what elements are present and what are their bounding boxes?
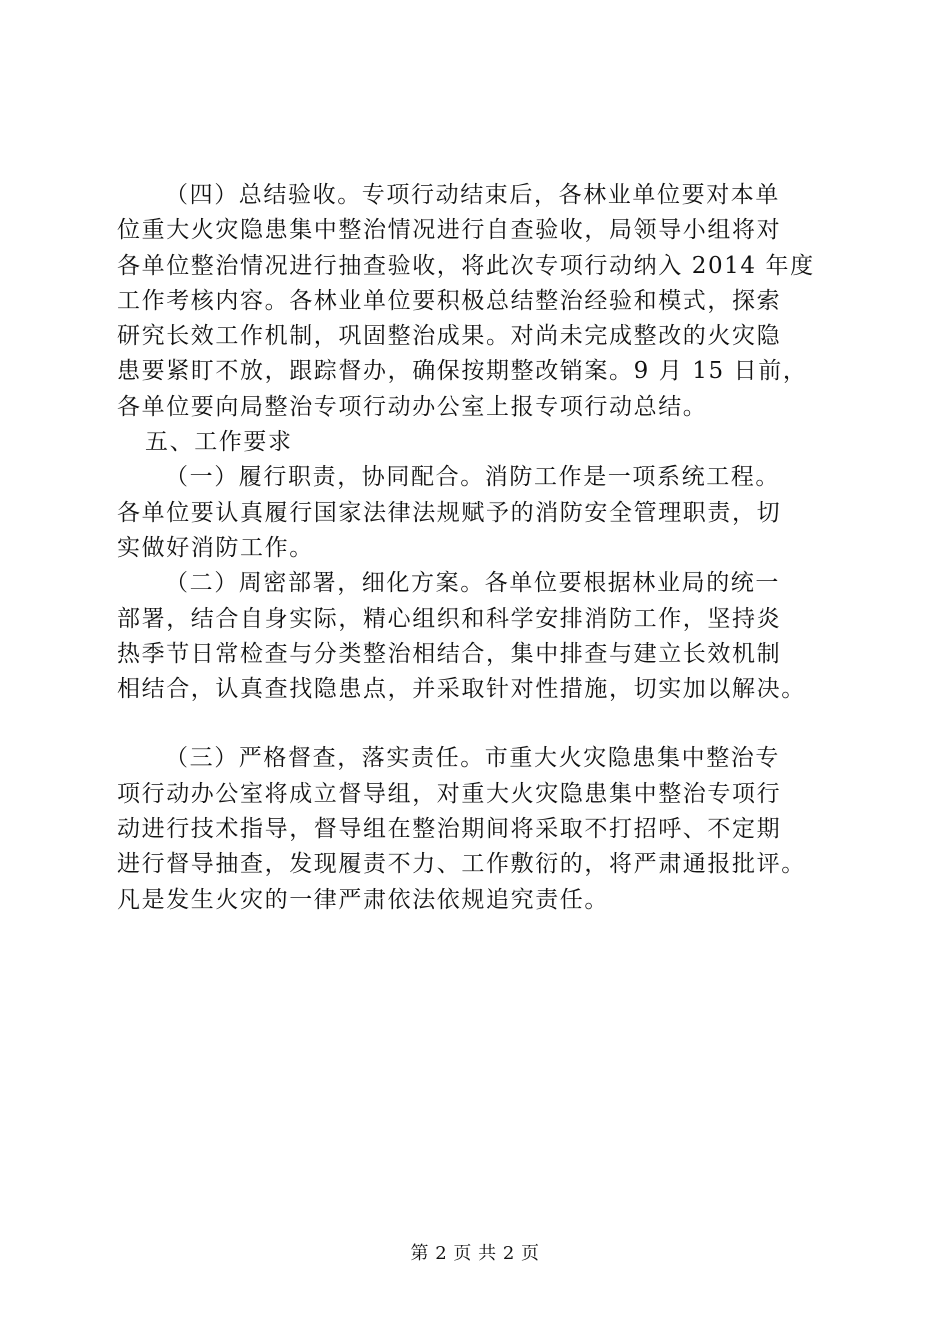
paragraph-line: 研究长效工作机制，巩固整治成果。对尚未完成整改的火灾隐 <box>117 323 782 350</box>
paragraph-line: 各单位要认真履行国家法律法规赋予的消防安全管理职责，切 <box>117 499 782 526</box>
paragraph-line: （二）周密部署，细化方案。各单位要根据林业局的统一 <box>165 570 780 597</box>
document-body <box>117 178 837 918</box>
paragraph-strict-supervision <box>117 741 837 917</box>
paragraph-line: 各单位要向局整治专项行动办公室上报专项行动总结。 <box>117 393 708 420</box>
paragraph-line: 项行动办公室将成立督导组，对重大火灾隐患集中整治专项行 <box>117 780 782 807</box>
paragraph-line: 动进行技术指导，督导组在整治期间将采取不打招呼、不定期 <box>117 816 782 843</box>
paragraph-careful-deployment <box>117 566 837 707</box>
paragraph-line: 实做好消防工作。 <box>117 534 314 561</box>
section-heading-work-requirements <box>117 425 837 460</box>
paragraph-line: 热季节日常检查与分类整治相结合，集中排查与建立长效机制 <box>117 640 782 667</box>
paragraph-line: （一）履行职责，协同配合。消防工作是一项系统工程。 <box>165 464 780 491</box>
paragraph-line: 部署，结合自身实际，精心组织和科学安排消防工作，坚持炎 <box>117 605 782 632</box>
paragraph-line: 相结合，认真查找隐患点，并采取针对性措施，切实加以解决。 <box>117 676 806 703</box>
paragraph-line: （三）严格督查，落实责任。市重大火灾隐患集中整治专 <box>165 745 780 772</box>
paragraph-line: 患要紧盯不放，跟踪督办，确保按期整改销案。9 月 15 日前， <box>117 358 808 385</box>
section-heading: 五、工作要求 <box>145 429 293 456</box>
paragraph-line: 位重大火灾隐患集中整治情况进行自查验收，局领导小组将对 <box>117 217 782 244</box>
page-number-footer: 第 2 页 共 2 页 <box>410 1243 540 1264</box>
paragraph-line: 工作考核内容。各林业单位要积极总结整治经验和模式，探索 <box>117 287 782 314</box>
paragraph-line: （四）总结验收。专项行动结束后，各林业单位要对本单 <box>165 182 780 208</box>
paragraph-line: 各单位整治情况进行抽查验收，将此次专项行动纳入 2014 年度 <box>117 252 815 279</box>
paragraph-line: 凡是发生火灾的一律严肃依法依规追究责任。 <box>117 886 609 913</box>
paragraph-summary-acceptance <box>117 178 837 425</box>
paragraph-line: 进行督导抽查，发现履责不力、工作敷衍的，将严肃通报批评。 <box>117 851 806 878</box>
paragraph-perform-duties <box>117 460 837 566</box>
paragraph-spacer <box>117 707 837 741</box>
